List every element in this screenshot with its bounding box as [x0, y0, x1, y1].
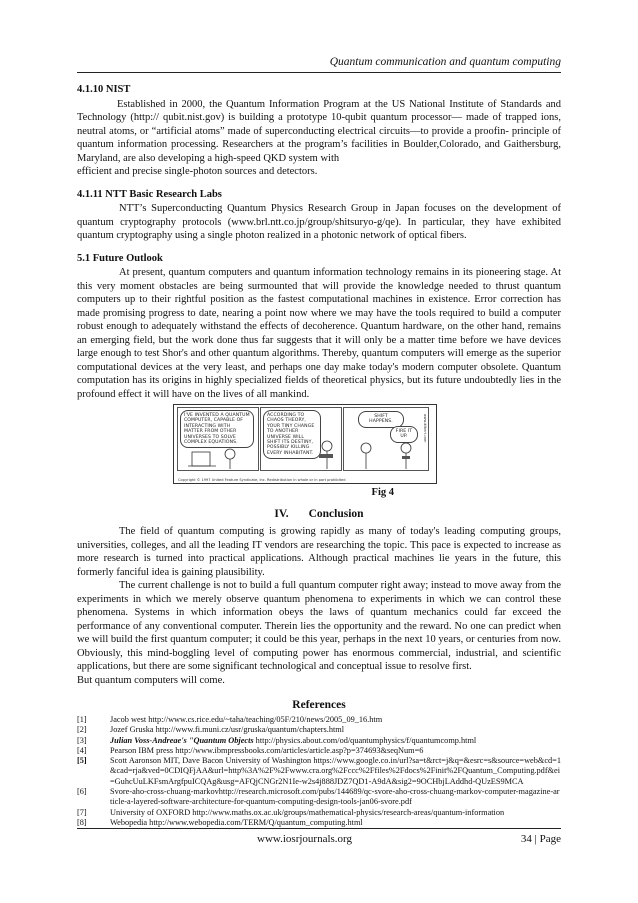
reference-item — [77, 787, 561, 808]
comic-figure — [173, 404, 437, 484]
ntt-paragraph: NTT’s Superconducting Quantum Physics Research Group in Japan focuses on the development of quantum cryptography protocols (www.brl.ntt.co.jp/group/shitsuryo-g/qe). In particular, they have exhibited quantum cryptography using a single photon realized in a photonic network of optical fibers. — [77, 203, 561, 241]
figure-caption: Fig 4 — [371, 487, 394, 498]
comic-characters-3 — [344, 408, 428, 470]
conclusion-paragraph-3: But quantum computers will come. — [77, 674, 225, 686]
comic-bubble-3: SHIFT HAPPENS. — [358, 411, 404, 428]
nist-heading: 4.1.10 NIST — [77, 84, 131, 95]
comic-side-text: www.dilbert.com — [423, 414, 427, 443]
conclusion-title — [77, 508, 561, 520]
header-rule — [77, 72, 561, 73]
body — [77, 83, 561, 828]
reference-text — [110, 736, 561, 746]
reference-number: [7] — [77, 807, 87, 817]
conclusion-title-text: Conclusion — [308, 508, 364, 520]
comic-panel-3 — [343, 407, 429, 471]
reference-number: [2] — [77, 725, 87, 735]
comic-bubble-4: FIRE IT UP. — [390, 426, 418, 443]
footer-site: www.iosrjournals.org — [257, 833, 353, 845]
reference-item — [77, 746, 561, 756]
comic-copyright: Copyright © 1997 United Feature Syndicate, Inc. Redistribution in whole or in part prohibited — [178, 477, 346, 482]
outlook-heading: 5.1 Future Outlook — [77, 252, 163, 264]
running-title: Quantum communication and quantum computing — [329, 56, 561, 68]
reference-text: University of OXFORD http://www.maths.ox.ac.uk/groups/mathematical-physics/research-areas/quantum-information — [110, 807, 505, 817]
conclusion-paragraph-1: The field of quantum computing is growing rapidly as many of today's leading computing groups, universities, colleges, and all the leading IT vendors are researching the topic. This pace is expected to increase as more research is turned into practical applications. Although practical machines lie years in the future, this formerly fanciful idea is gaining plausibility. — [77, 526, 561, 578]
reference-number: [6] — [77, 787, 87, 797]
nist-paragraph-tail: efficient and precise single-photon sources and detectors. — [77, 166, 318, 177]
reference-text: Jacob west http://www.cs.rice.edu/~taha/teaching/05F/210/news/2005_09_16.htm — [110, 715, 383, 724]
reference-item — [77, 818, 561, 828]
nist-paragraph: Established in 2000, the Quantum Information Program at the US National Institute of Standards and Technology (http:// qubit.nist.gov) is building a prototype 10-qubit quantum processor— made of trapped ions, neutral atoms, or “artificial atoms” made of superconducting electrical circuits—to provide a proofin- principle of quantum information processing. Researchers at the program’s facilities in Boulder,Colorado, and Gaithersburg, Maryland, are also developing a high-speed QKD system with — [77, 98, 561, 164]
comic-panel-1 — [177, 407, 259, 471]
ntt-heading: 4.1.11 NTT Basic Research Labs — [77, 188, 222, 200]
reference-text: Webopedia http://www.webopedia.com/TERM/Q/quantum_computing.html — [110, 817, 363, 827]
reference-item — [77, 808, 561, 818]
reference-number: [8] — [77, 817, 87, 827]
reference-text: Svore-aho-cross-chuang-markovhttp://research.microsoft.com/pubs/144689/qc-svore-aho-cross-chuang-markov-computer-magazine-article-a-layered-software-architecture-for-quantum-computing-design-tools-jan06-svore.pdf — [110, 787, 560, 807]
conclusion-paragraph-2: The current challenge is not to build a full quantum computer right away; instead to move away from the experiments in which we merely observe quantum phenomena to experiments in which we can control these phenomena. Systems in which information obeys the laws of quantum mechanics could far exceed the performance of any conventional computer. Therein lies the opportunity and the reward. No one can predict when we will build the first quantum computer; it could be this year, perhaps in the next 10 years, or centuries from now. Obviously, this mind-boggling level of computing power has enormous commercial, industrial, and scientific applications, but there are some significant technological and conceptual issue to resolve first. — [77, 580, 561, 672]
reference-url: http://physics.about.com/od/quantumphysics/f/quantumcomp.html — [253, 735, 477, 745]
comic-character-1 — [178, 408, 258, 470]
reference-number: [1] — [77, 715, 87, 724]
footer-page-number: 34 | Page — [520, 833, 561, 845]
reference-number: [3] — [77, 735, 87, 745]
reference-item — [77, 715, 561, 725]
reference-text: Jozef Gruska http://www.fi.muni.cz/usr/gruska/quantum/chapters.html — [110, 725, 345, 735]
footer-rule — [77, 828, 561, 829]
reference-emphasis: Julian Voss-Andreae's "Quantum Objects — [110, 735, 254, 745]
reference-item — [77, 736, 561, 746]
comic-panel-2 — [260, 407, 342, 471]
reference-number: [4] — [77, 745, 87, 755]
comic-bubble-1: I'VE INVENTED A QUANTUM COMPUTER, CAPABLE OF INTERACTING WITH MATTER FROM OTHER UNIVERSES TO SOLVE COMPLEX EQUATIONS. — [180, 410, 254, 448]
reference-item — [77, 756, 561, 787]
conclusion-number: IV. — [274, 508, 289, 520]
reference-text: Scott Aaronson MIT, Dave Bacon University of Washington https://www.google.co.in/url?sa=t&rct=j&q=&esrc=s&source=web&cd=1&cad=rja&ved=0CDIQFjAA&url=http%3A%2F%2Fwww.cra.org%2Fccc%2Ffiles%2Fdocs%2Finit%2FQuantum_Computing.pdf&ei=GuhcUuLKFsmArgfpuICQAg&usg=AFQjCNGr2N1Ie-w2s4j888JDZ7QD1-A9dA&sig2=9OCHbjLAddhd-QUzES9MCA — [110, 756, 561, 786]
reference-number: [5] — [77, 756, 87, 766]
comic-character-2 — [261, 408, 341, 470]
reference-text: Pearson IBM press http://www.ibmpressbooks.com/articles/article.asp?p=374693&seqNum=6 — [110, 745, 424, 755]
references-list — [77, 715, 561, 828]
references-title: References — [292, 699, 346, 711]
comic-bubble-2: ACCORDING TO CHAOS THEORY, YOUR TINY CHANGE TO ANOTHER UNIVERSE WILL SHIFT ITS DESTINY, POSSIBLY KILLING EVERY INHABITANT. — [263, 410, 321, 459]
outlook-paragraph: At present, quantum computers and quantum information technology remains in its pioneering stage. At this very moment obstacles are being surmounted that will provide the knowledge needed to thrust quantum computers up to their rightful position as the fastest computational machines in existence. Error correction has made promising progress to date, nearing a point now where we may have the tools required to build a computer robust enough to adequately withstand the effects of decoherence. Quantum hardware, on the other hand, remains an emerging field, but the work done thus far suggests that it will only be a matter time before we have devices large enough to test Shor's and other quantum algorithms. Thereby, quantum computers will emerge as the superior computational devices at the very least, and perhaps one day make today's modern computer obsolete. Quantum computation has its origins in highly specialized fields of theoretical physics, but its future undoubtedly lies in the profound effect it will have on the lives of all mankind. — [77, 267, 561, 400]
reference-item — [77, 725, 561, 735]
